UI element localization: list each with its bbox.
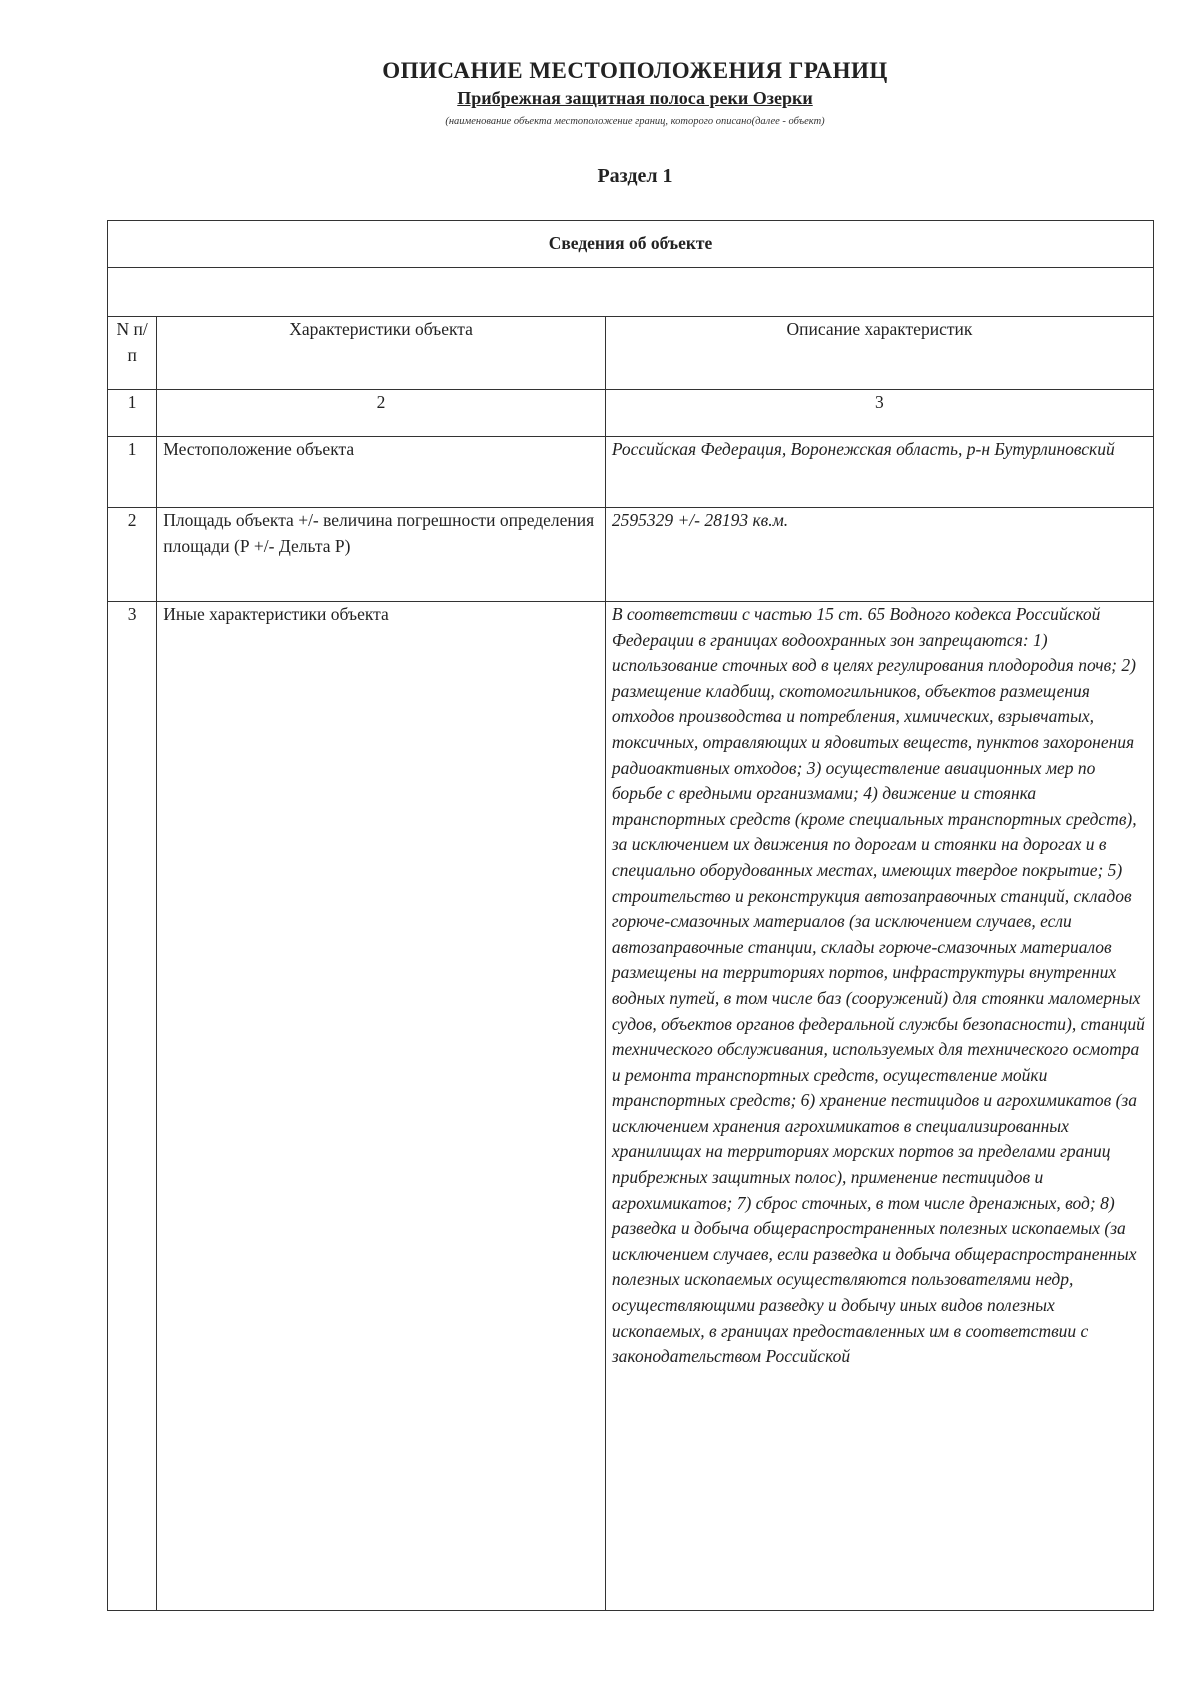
table-caption: Сведения об объекте (108, 221, 1154, 268)
row-description: 2595329 +/- 28193 кв.м. (605, 508, 1153, 602)
row-number: 2 (108, 508, 157, 602)
row-description: Российская Федерация, Воронежская область, р-н Бутурлиновский (605, 437, 1153, 508)
document-title: ОПИСАНИЕ МЕСТОПОЛОЖЕНИЯ ГРАНИЦ (382, 58, 888, 83)
object-info-table (107, 220, 1154, 1611)
table-row (108, 602, 1154, 1611)
table-row (108, 437, 1154, 508)
object-name-note: (наименование объекта местоположение границ, которого описано(далее - объект) (445, 116, 825, 127)
row-description: В соответствии с частью 15 ст. 65 Водного кодекса Российской Федерации в границах водоохранных зон запрещаются: 1) использование сточных вод в целях регулирования плодородия почв; 2) размещение кладбищ, скотомогильников, объектов размещения отходов производства и потребления, химических, взрывчатых, токсичных, отравляющих и ядовитых веществ, пунктов захоронения радиоактивных отходов; 3) осуществление авиационных мер по борьбе с вредными организмами; 4) движение и стоянка транспортных средств (кроме специальных транспортных средств), за исключением их движения по дорогам и стоянки на дорогах и в специально оборудованных местах, имеющих твердое покрытие; 5) строительство и реконструкция автозаправочных станций, складов горюче-смазочных материалов (за исключением случаев, если автозаправочные станции, склады горюче-смазочных материалов размещены на территориях портов, инфраструктуры внутренних водных путей, в том числе баз (сооружений) для стоянки маломерных судов, объектов органов федеральной службы безопасности), станций технического обслуживания, используемых для технического осмотра и ремонта транспортных средств, осуществление мойки транспортных средств; 6) хранение пестицидов и агрохимикатов (за исключением хранения агрохимикатов в специализированных хранилищах на территориях морских портов за пределами границ прибрежных защитных полос), применение пестицидов и агрохимикатов; 7) сброс сточных, в том числе дренажных, вод; 8) разведка и добыча общераспространенных полезных ископаемых (за исключением случаев, если разведка и добыча общераспространенных полезных ископаемых осуществляются пользователями недр, осуществляющими разведку и добычу иных видов полезных ископаемых, в границах предоставленных им в соответствии с законодательством Российской (605, 602, 1153, 1611)
column-header-row (108, 317, 1154, 390)
column-number-row (108, 390, 1154, 437)
table-row (108, 508, 1154, 602)
row-number: 3 (108, 602, 157, 1611)
row-characteristic: Местоположение объекта (157, 437, 606, 508)
blank-cell (108, 268, 1154, 317)
column-number: 3 (605, 390, 1153, 437)
row-characteristic: Иные характеристики объекта (157, 602, 606, 1611)
header-description: Описание характеристик (605, 317, 1153, 390)
row-characteristic: Площадь объекта +/- величина погрешности определения площади (Р +/- Дельта Р) (157, 508, 606, 602)
table-blank-row (108, 268, 1154, 317)
header-num: N п/п (108, 317, 157, 390)
section-heading: Раздел 1 (597, 165, 673, 187)
header-characteristic: Характеристики объекта (157, 317, 606, 390)
column-number: 1 (108, 390, 157, 437)
column-number: 2 (157, 390, 606, 437)
table-caption-row (108, 221, 1154, 268)
object-name: Прибрежная защитная полоса реки Озерки (457, 88, 813, 108)
row-number: 1 (108, 437, 157, 508)
